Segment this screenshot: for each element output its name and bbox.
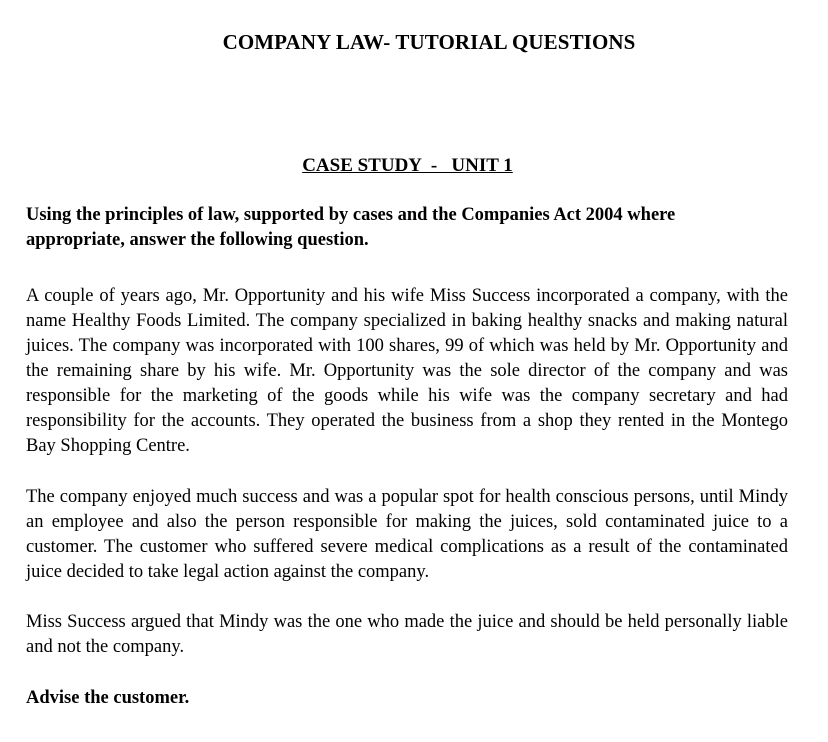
closing-question: Advise the customer. [26, 688, 190, 708]
case-study-heading: CASE STUDY - UNIT 1 [302, 155, 513, 176]
document-title: COMPANY LAW- TUTORIAL QUESTIONS [222, 30, 636, 54]
paragraph-3: Miss Success argued that Mindy was the one who made the juice and should be held personally liable and not the company. [26, 612, 788, 657]
paragraph-2: The company enjoyed much success and was a popular spot for health conscious persons, until Mindy an employee and also the person responsible for making the juices, sold contaminated juice to a customer. The customer who suffered severe medical complications as a result of the contaminated juice decided to take legal action against the company. [26, 487, 788, 582]
instruction-text: Using the principles of law, supported by cases and the Companies Act 2004 where appropriate, answer the following question. [26, 205, 676, 250]
paragraph-1: A couple of years ago, Mr. Opportunity and his wife Miss Success incorporated a company, with the name Healthy Foods Limited. The company specialized in baking healthy snacks and making natural juices. The company was incorporated with 100 shares, 99 of which was held by Mr. Opportunity and the remaining share by his wife. Mr. Opportunity was the sole director of the company and was responsible for the marketing of the goods while his wife was the company secretary and had responsibility for the accounts. They operated the business from a shop they rented in the Montego Bay Shopping Centre. [26, 286, 788, 456]
